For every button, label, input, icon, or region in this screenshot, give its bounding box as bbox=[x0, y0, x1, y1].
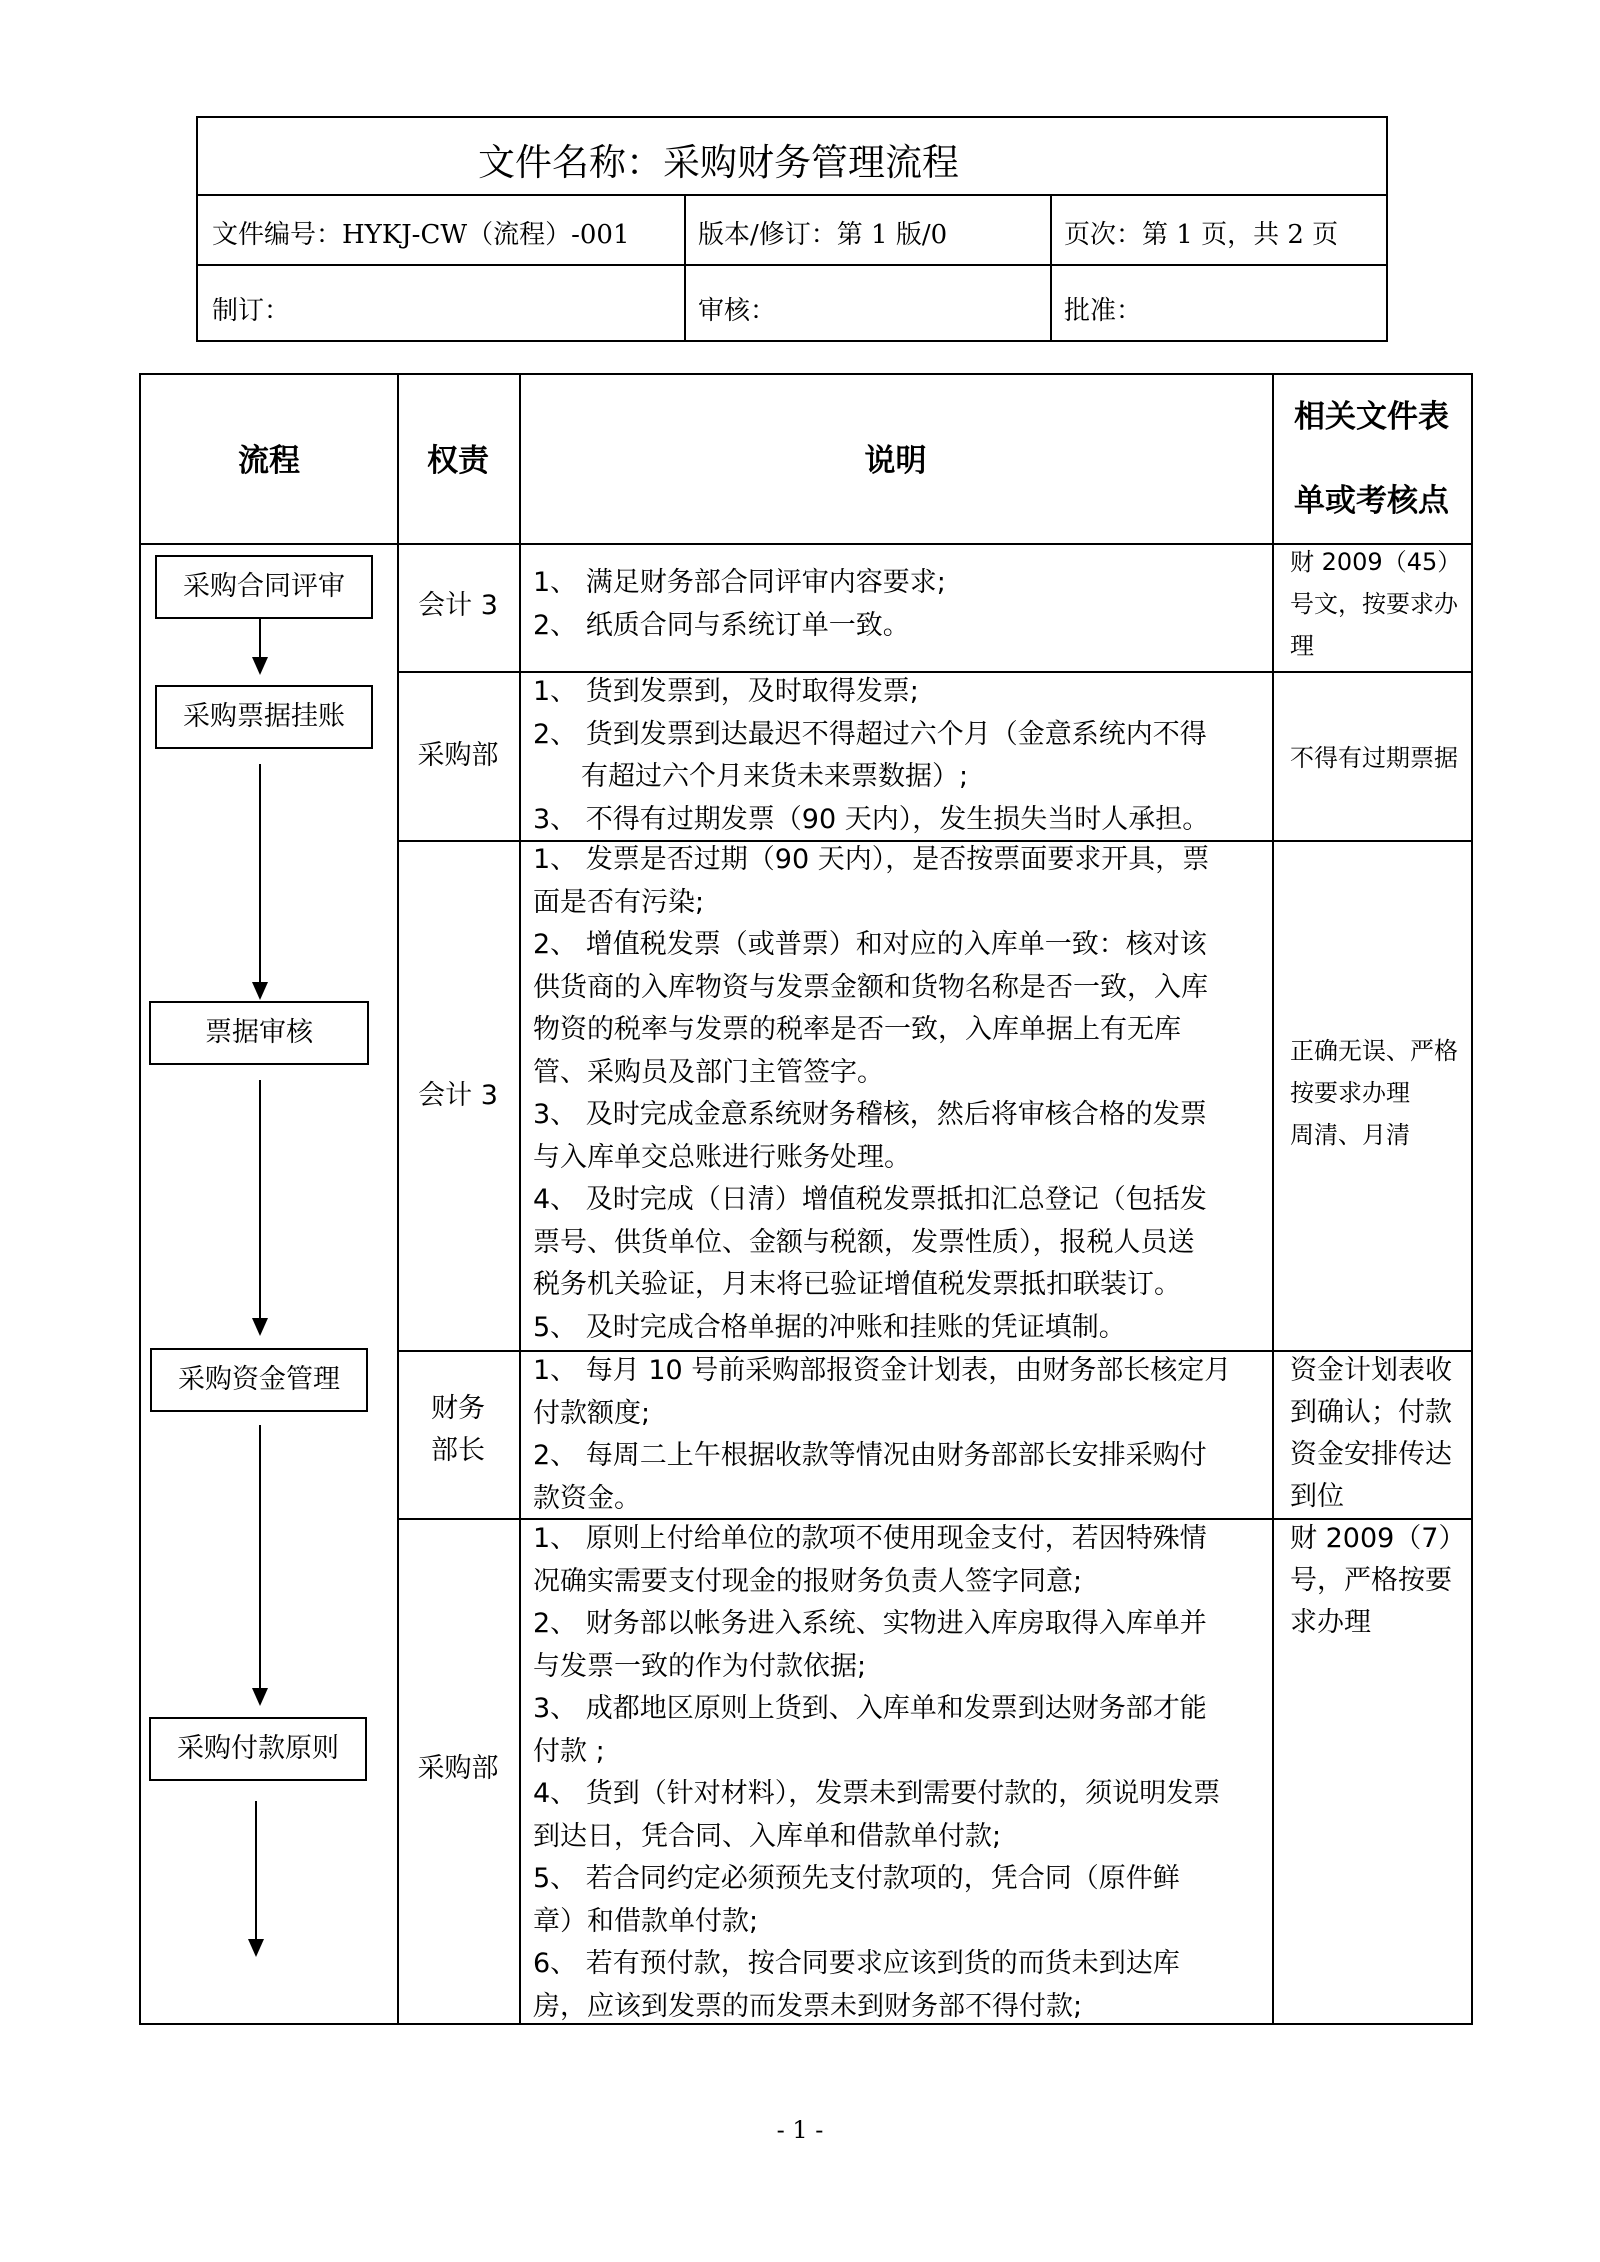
document-header bbox=[196, 116, 1388, 342]
description-line: 1、 发票是否过期（90 天内），是否按票面要求开具，票 bbox=[533, 844, 1210, 875]
note-line: 到位 bbox=[1290, 1481, 1344, 1512]
page-info: 页次：第 1 页，共 2 页 bbox=[1064, 220, 1339, 250]
flow-connector bbox=[259, 764, 261, 984]
note-line: 到确认；付款 bbox=[1290, 1397, 1452, 1428]
row-2-notes bbox=[1290, 737, 1470, 779]
description-line: 5、 若合同约定必须预先支付款项的，凭合同（原件鲜 bbox=[533, 1863, 1180, 1894]
column-header-description: 说明 bbox=[864, 443, 927, 479]
description-line: 付款 ; bbox=[533, 1735, 605, 1767]
description-line: 1、 货到发票到，及时取得发票; bbox=[533, 676, 919, 707]
description-line: 与发票一致的作为付款依据; bbox=[533, 1650, 867, 1682]
description-line: 管、采购员及部门主管签字。 bbox=[533, 1056, 884, 1088]
description-line: 1、 每月 10 号前采购部报资金计划表，由财务部长核定月 bbox=[533, 1355, 1232, 1386]
row-3-description bbox=[533, 839, 1263, 1349]
row-4-notes bbox=[1290, 1350, 1470, 1518]
description-line: 3、 成都地区原则上货到、入库单和发票到达财务部才能 bbox=[533, 1693, 1207, 1724]
description-line: 到达日，凭合同、入库单和借款单付款; bbox=[533, 1820, 1002, 1852]
arrow-down-icon bbox=[252, 982, 268, 1000]
process-table bbox=[139, 373, 1473, 2025]
description-line: 况确实需要支付现金的报财务负责人签字同意; bbox=[533, 1565, 1083, 1597]
drafted-by-label: 制订： bbox=[212, 296, 291, 326]
description-line: 6、 若有预付款，按合同要求应该到货的而货未到达库 bbox=[533, 1948, 1180, 1979]
row-5-responsibility: 采购部 bbox=[417, 1753, 499, 1784]
row-5-description bbox=[533, 1518, 1263, 2028]
description-line: 税务机关验证，月末将已验证增值税发票抵扣联装订。 bbox=[533, 1269, 1181, 1300]
note-line: 正确无误、严格 bbox=[1290, 1037, 1458, 1065]
description-line: 物资的税率与发票的税率是否一致，入库单据上有无库 bbox=[533, 1014, 1181, 1045]
description-line: 供货商的入库物资与发票金额和货物名称是否一致，入库 bbox=[533, 971, 1208, 1003]
description-line: 面是否有污染; bbox=[533, 886, 705, 918]
note-line: 不得有过期票据 bbox=[1290, 744, 1458, 772]
description-line: 2、 每周二上午根据收款等情况由财务部部长安排采购付 bbox=[533, 1440, 1207, 1471]
description-line: 房，应该到发票的而发票未到财务部不得付款; bbox=[533, 1990, 1083, 2022]
description-line: 付款额度; bbox=[533, 1397, 651, 1429]
flow-step-invoice-posting: 采购票据挂账 bbox=[155, 685, 373, 749]
description-line: 3、 不得有过期发票（90 天内），发生损失当时人承担。 bbox=[533, 803, 1210, 835]
note-line: 求办理 bbox=[1290, 1607, 1371, 1638]
document-number: 文件编号：HYKJ-CW（流程）-001 bbox=[212, 220, 630, 250]
note-line: 周清、月清 bbox=[1290, 1121, 1410, 1149]
note-line: 财 2009（7） bbox=[1290, 1523, 1466, 1554]
flow-step-invoice-audit: 票据审核 bbox=[149, 1001, 369, 1065]
row-3-responsibility: 会计 3 bbox=[418, 1080, 498, 1111]
row-2-description bbox=[533, 671, 1263, 841]
description-line: 2、 货到发票到达最迟不得超过六个月（金意系统内不得 bbox=[533, 718, 1207, 750]
description-line: 3、 及时完成金意系统财务稽核，然后将审核合格的发票 bbox=[533, 1099, 1207, 1130]
row-4-description bbox=[533, 1350, 1263, 1520]
note-line: 资金计划表收 bbox=[1290, 1355, 1452, 1386]
description-line: 与入库单交总账进行账务处理。 bbox=[533, 1141, 911, 1173]
description-line: 2、 增值税发票（或普票）和对应的入库单一致：核对该 bbox=[533, 929, 1207, 960]
description-line: 2、 纸质合同与系统订单一致。 bbox=[533, 609, 910, 641]
row-1-description bbox=[533, 562, 1263, 647]
version-info: 版本/修订：第 1 版/0 bbox=[698, 220, 948, 250]
approved-by-label: 批准： bbox=[1064, 296, 1143, 326]
responsibility-line: 财务 bbox=[431, 1393, 485, 1424]
flow-connector bbox=[259, 619, 261, 659]
flow-connector bbox=[259, 1080, 261, 1320]
description-line: 有超过六个月来货未来票数据）; bbox=[581, 761, 969, 792]
reviewed-by-label: 审核： bbox=[698, 296, 777, 326]
row-1-notes bbox=[1290, 541, 1470, 667]
flow-connector bbox=[255, 1801, 257, 1941]
description-line: 票号、供货单位、金额与税额，发票性质），报税人员送 bbox=[533, 1226, 1195, 1258]
row-2-responsibility: 采购部 bbox=[417, 740, 499, 771]
note-line: 号文，按要求办 bbox=[1290, 590, 1458, 618]
description-line: 款资金。 bbox=[533, 1482, 641, 1514]
row-5-notes bbox=[1290, 1518, 1470, 1644]
row-4-responsibility bbox=[397, 1388, 519, 1472]
flow-step-fund-management: 采购资金管理 bbox=[150, 1348, 368, 1412]
description-line: 1、 原则上付给单位的款项不使用现金支付，若因特殊情 bbox=[533, 1523, 1207, 1554]
column-header-responsibility: 权责 bbox=[427, 443, 489, 479]
description-line: 5、 及时完成合格单据的冲账和挂账的凭证填制。 bbox=[533, 1311, 1126, 1343]
note-line: 资金安排传达 bbox=[1290, 1439, 1452, 1470]
arrow-down-icon bbox=[248, 1939, 264, 1957]
note-line: 财 2009（45） bbox=[1290, 548, 1462, 576]
note-line: 按要求办理 bbox=[1290, 1079, 1410, 1107]
document-title: 文件名称：采购财务管理流程 bbox=[478, 141, 959, 184]
description-line: 章）和借款单付款; bbox=[533, 1905, 759, 1937]
flow-step-contract-review: 采购合同评审 bbox=[155, 555, 373, 619]
arrow-down-icon bbox=[252, 1688, 268, 1706]
description-line: 1、 满足财务部合同评审内容要求; bbox=[533, 567, 946, 598]
description-line: 2、 财务部以帐务进入系统、实物进入库房取得入库单并 bbox=[533, 1608, 1207, 1639]
page-number: - 1 - bbox=[776, 2116, 824, 2144]
flow-step-payment-principles: 采购付款原则 bbox=[149, 1717, 367, 1781]
row-1-responsibility: 会计 3 bbox=[418, 590, 498, 621]
description-line: 4、 及时完成（日清）增值税发票抵扣汇总登记（包括发 bbox=[533, 1184, 1207, 1215]
description-line: 4、 货到（针对材料），发票未到需要付款的，须说明发票 bbox=[533, 1778, 1221, 1809]
note-line: 号，严格按要 bbox=[1290, 1565, 1452, 1596]
column-header-related-docs-line2: 单或考核点 bbox=[1294, 483, 1449, 519]
responsibility-line: 部长 bbox=[431, 1435, 485, 1466]
row-3-notes bbox=[1290, 1030, 1470, 1156]
arrow-down-icon bbox=[252, 1318, 268, 1336]
note-line: 理 bbox=[1290, 632, 1314, 660]
column-header-process: 流程 bbox=[238, 443, 300, 479]
arrow-down-icon bbox=[252, 657, 268, 675]
column-header-related-docs-line1: 相关文件表 bbox=[1294, 399, 1449, 435]
flow-connector bbox=[259, 1425, 261, 1690]
